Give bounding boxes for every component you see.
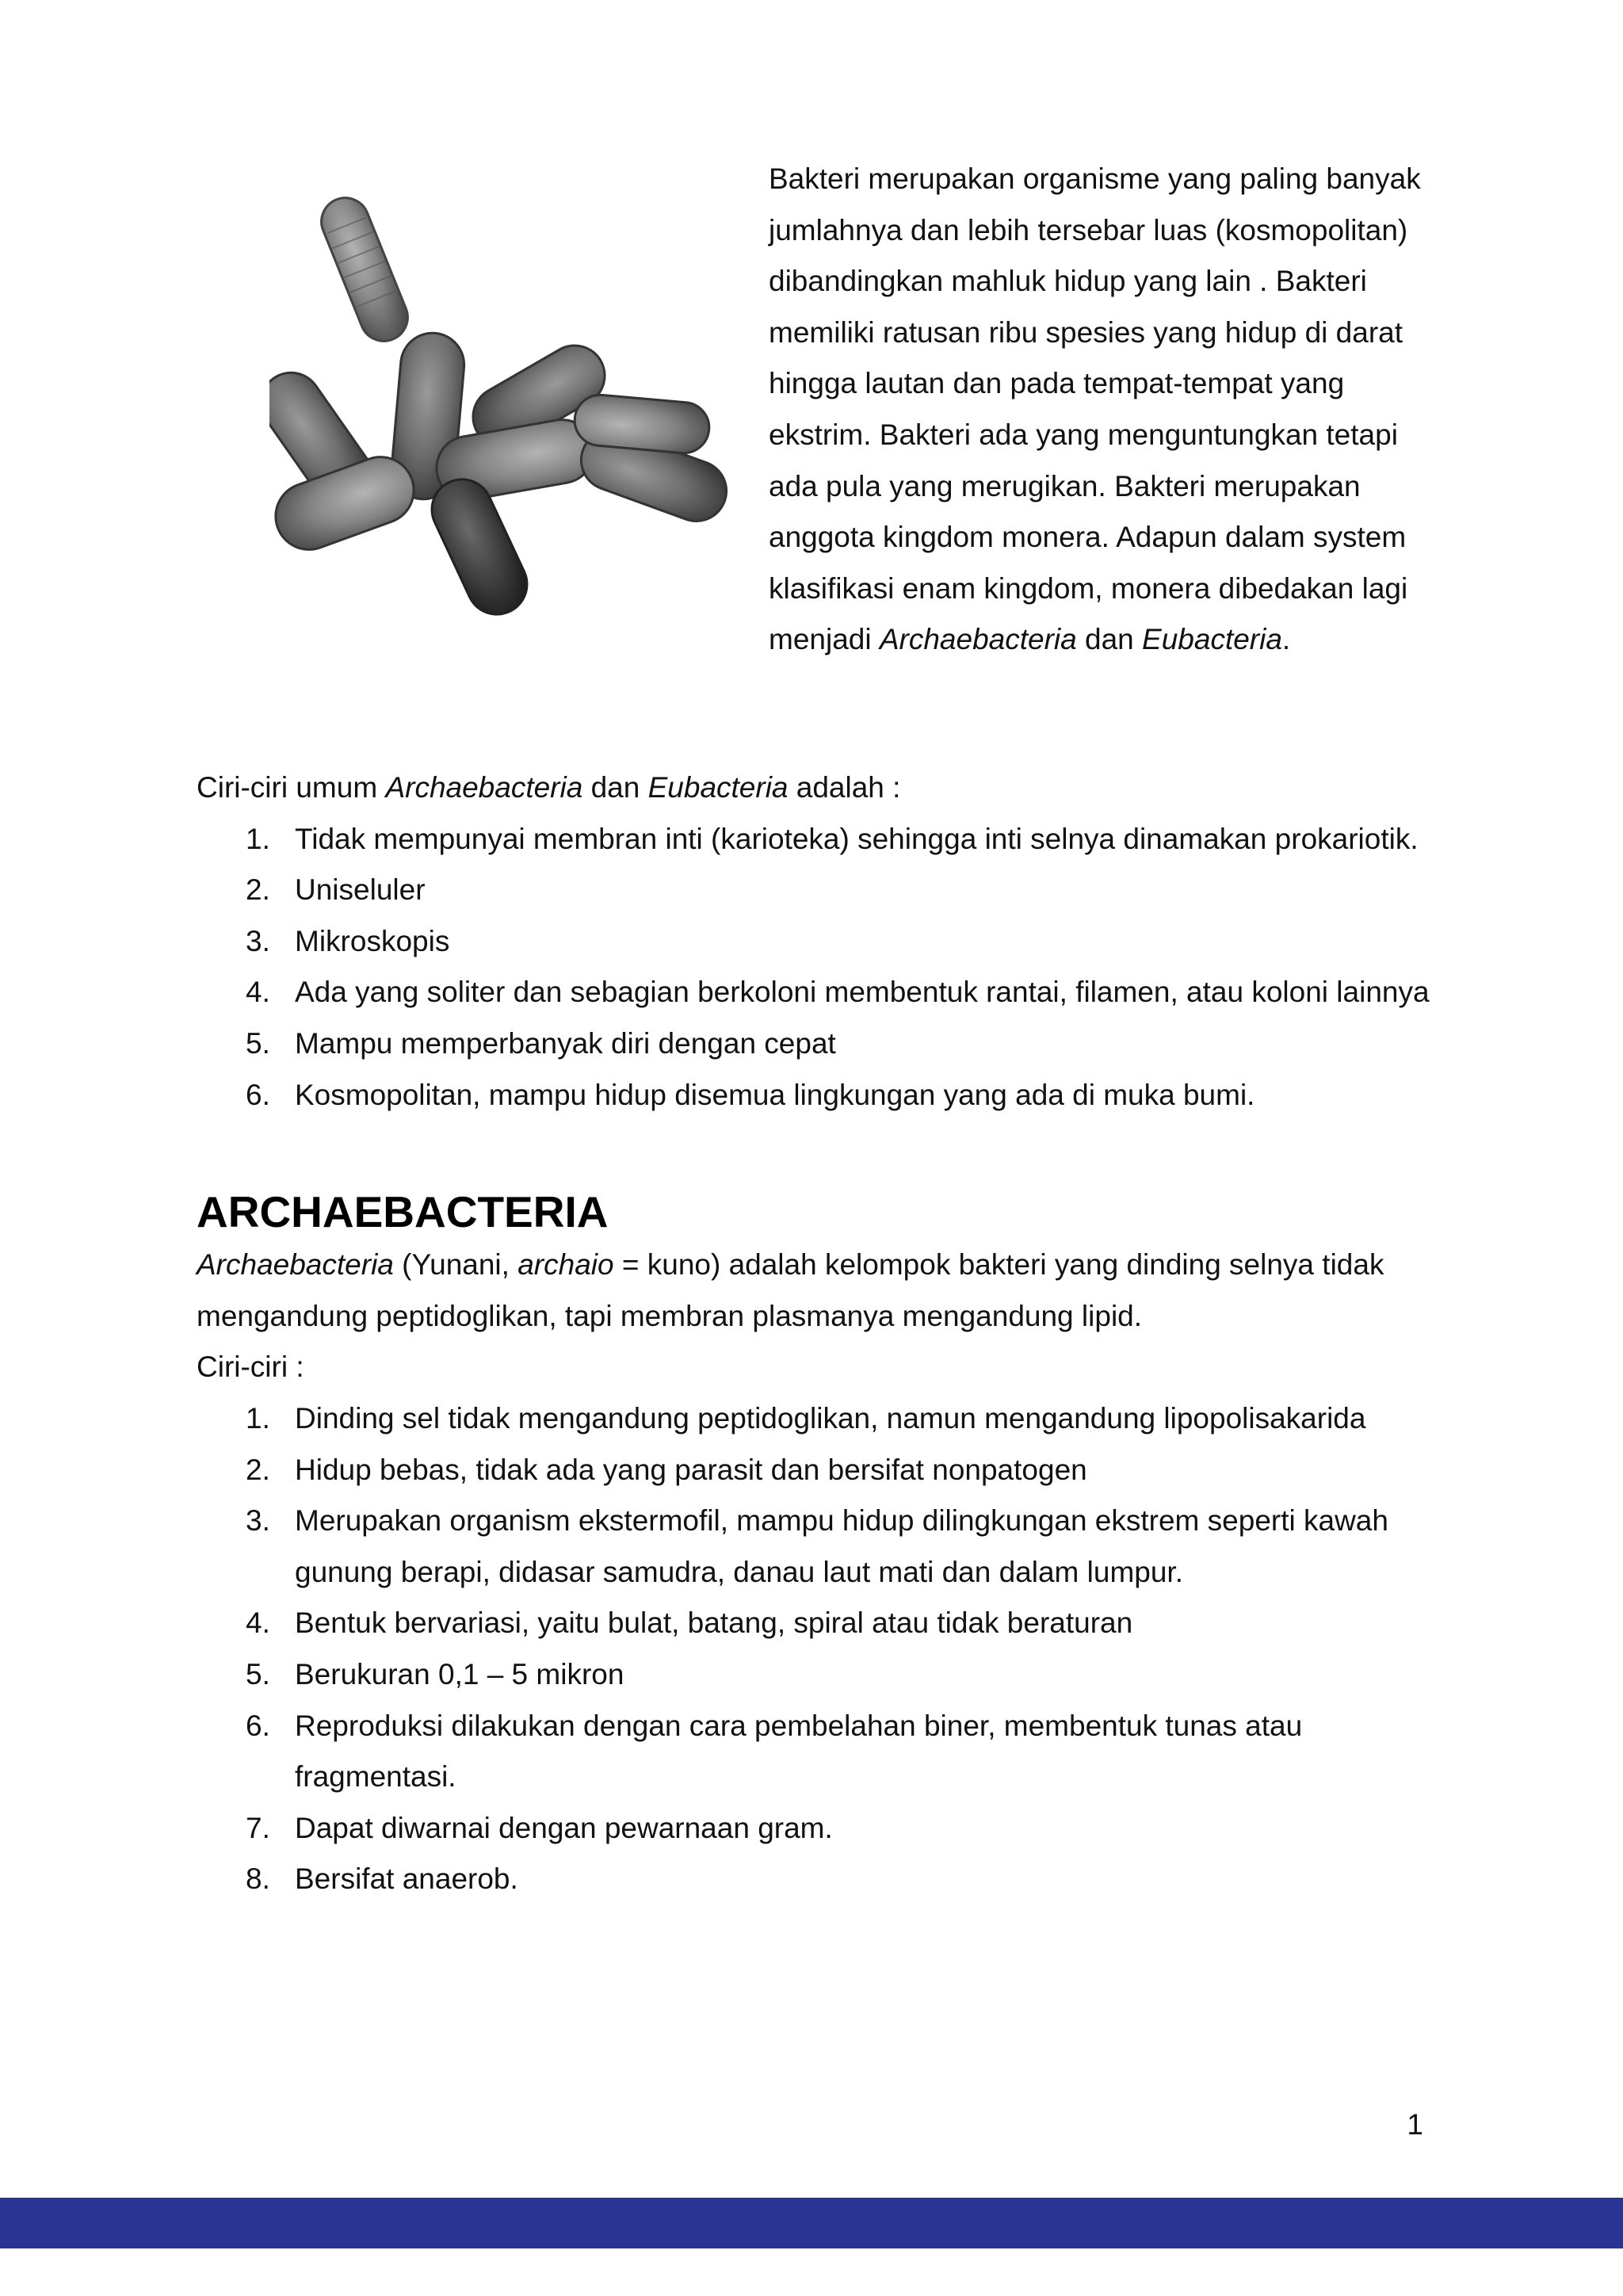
list-item: 7. Dapat diwarnai dengan pewarnaan gram. <box>246 1811 833 1844</box>
list-item: 4. Ada yang soliter dan sebagian berkoloni membentuk rantai, filamen, atau koloni lainnya <box>246 976 1430 1009</box>
list-item: 6. Reproduksi dilakukan dengan cara pembelahan biner, membentuk tunas atau fragmentasi. <box>246 1709 1303 1794</box>
bacteria-micrograph-image <box>269 178 761 638</box>
footer-bar <box>0 2198 1623 2248</box>
page-number: 1 <box>1407 2108 1423 2141</box>
general-features-lead: Ciri-ciri umum Archaebacteria dan Eubacteria adalah : <box>197 771 901 804</box>
term-eubacteria: Eubacteria <box>1142 623 1282 656</box>
list-item: 1. Tidak mempunyai membran inti (karioteka) sehingga inti selnya dinamakan prokariotik. <box>246 822 1419 855</box>
list-item: 3. Mikroskopis <box>246 924 450 957</box>
list-item: 5. Mampu memperbanyak diri dengan cepat <box>246 1026 836 1060</box>
section-heading-archaebacteria: ARCHAEBACTERIA <box>197 1187 609 1237</box>
list-item: 3. Merupakan organism ekstermofil, mampu hidup dilingkungan ekstrem seperti kawah gunung berapi, didasar samudra, danau laut mati dan dalam lumpur. <box>246 1504 1388 1588</box>
list-item: 5. Berukuran 0,1 – 5 mikron <box>246 1657 624 1690</box>
list-item: 2. Hidup bebas, tidak ada yang parasit dan bersifat nonpatogen <box>246 1453 1087 1486</box>
main-content <box>197 762 1433 1905</box>
list-item: 8. Bersifat anaerob. <box>246 1862 518 1896</box>
list-item: 6. Kosmopolitan, mampu hidup disemua lingkungan yang ada di muka bumi. <box>246 1078 1255 1111</box>
intro-paragraph <box>769 154 1426 666</box>
general-features-list <box>197 814 1433 1121</box>
term-archaebacteria: Archaebacteria <box>879 623 1077 656</box>
list-item: 2. Uniseluler <box>246 873 426 907</box>
intro-text: Bakteri merupakan organisme yang paling banyak jumlahnya dan lebih tersebar luas (kosmopolitan) dibandingkan mahluk hidup yang lain . Bakteri memiliki ratusan ribu spesies yang hidup di darat hingga lautan dan pada tempat-tempat yang ekstrim. Bakteri ada yang menguntungkan tetapi ada pula yang merugikan. Bakteri merupakan anggota kingdom monera. Adapun dalam system klasifikasi enam kingdom, monera dibedakan lagi menjadi Archaebacteria dan Eubacteria. <box>769 162 1421 656</box>
archaebacteria-features-label: Ciri-ciri : <box>197 1350 304 1384</box>
archaebacteria-features-list <box>197 1393 1433 1905</box>
archaebacteria-definition: Archaebacteria (Yunani, archaio = kuno) adalah kelompok bakteri yang dinding selnya tidak mengandung peptidoglikan, tapi membran plasmanya mengandung lipid. <box>197 1248 1384 1332</box>
list-item: 1. Dinding sel tidak mengandung peptidoglikan, namun mengandung lipopolisakarida <box>246 1401 1366 1435</box>
list-item: 4. Bentuk bervariasi, yaitu bulat, batang, spiral atau tidak beraturan <box>246 1606 1133 1640</box>
